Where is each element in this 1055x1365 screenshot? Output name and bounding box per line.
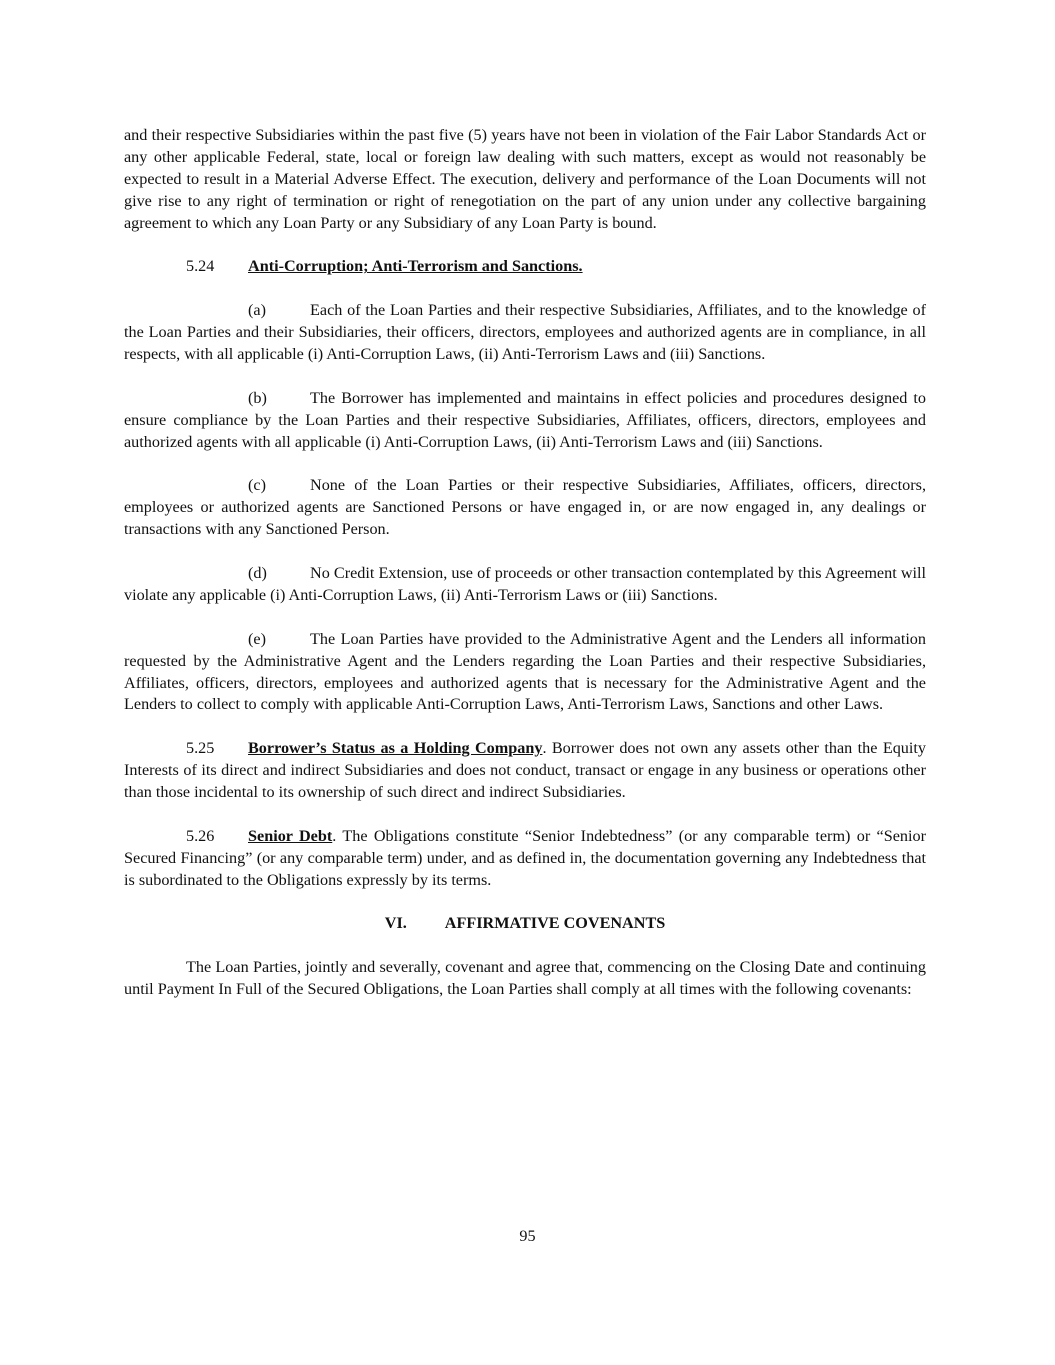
section-number: 5.25 bbox=[186, 739, 215, 758]
clause-label: (c) bbox=[248, 476, 266, 495]
article-title: AFFIRMATIVE COVENANTS bbox=[444, 914, 666, 933]
clause-label: (a) bbox=[248, 301, 266, 320]
clause-label: (e) bbox=[248, 629, 266, 648]
section-5-25 bbox=[124, 738, 926, 804]
clause-text: No Credit Extension, use of proceeds or other transaction contemplated by this Agreement will violate any applicable (i) Anti-Corruption Laws, (ii) Anti-Terrorism Laws or (iii) Sanctions. bbox=[124, 564, 926, 604]
clause-label: (d) bbox=[248, 564, 267, 583]
clause-d bbox=[124, 563, 926, 607]
article-number: VI. bbox=[384, 914, 407, 933]
clause-label: (b) bbox=[248, 388, 267, 407]
section-5-26 bbox=[124, 826, 926, 892]
clause-e bbox=[124, 629, 926, 717]
article-heading bbox=[124, 913, 926, 935]
section-title: Borrower’s Status as a Holding Company bbox=[248, 739, 543, 758]
clause-text: The Loan Parties have provided to the Administrative Agent and the Lenders all information requested by the Administrative Agent and the Lenders regarding the Loan Parties and their respective Subsidiaries, Affiliates, officers, directors, employees and authorized agents that is necessary for the Administrative Agent and the Lenders to collect to comply with applicable Anti-Corruption Laws, Anti-Terrorism Laws, Sanctions and other Laws. bbox=[124, 629, 926, 714]
article-intro-paragraph: The Loan Parties, jointly and severally, covenant and agree that, commencing on the Closing Date and continuing until Payment In Full of the Secured Obligations, the Loan Parties shall comply at all times with the following covenants: bbox=[124, 958, 926, 999]
clause-text: Each of the Loan Parties and their respective Subsidiaries, Affiliates, and to the knowledge of the Loan Parties and their Subsidiaries, their officers, directors, employees and authorized agents are in compliance, in all respects, with all applicable (i) Anti-Corruption Laws, (ii) Anti-Terrorism Laws and (iii) Sanctions. bbox=[124, 301, 926, 364]
section-title: Anti-Corruption; Anti-Terrorism and Sanctions. bbox=[248, 257, 583, 276]
clause-b bbox=[124, 388, 926, 454]
clause-a bbox=[124, 300, 926, 366]
section-number: 5.24 bbox=[186, 257, 215, 276]
page-number: 95 bbox=[519, 1227, 536, 1245]
page-body bbox=[124, 125, 926, 1023]
section-title: Senior Debt bbox=[248, 826, 333, 845]
section-text: . Borrower does not own any assets other than the Equity Interests of its direct and indirect Subsidiaries and does not conduct, transact or engage in any business or operations other than those incidental to its ownership of such direct and indirect Subsidiaries. bbox=[124, 739, 926, 802]
continuation-paragraph: and their respective Subsidiaries within the past five (5) years have not been in violation of the Fair Labor Standards Act or any other applicable Federal, state, local or foreign law dealing with such matters, except as would not reasonably be expected to result in a Material Adverse Effect. The execution, delivery and performance of the Loan Documents will not give rise to any right of termination or right of renegotiation on the part of any union under any collective bargaining agreement to which any Loan Party or any Subsidiary of any Loan Party is bound. bbox=[124, 126, 926, 232]
section-text: . The Obligations constitute “Senior Indebtedness” (or any comparable term) or “Senior Secured Financing” (or any comparable term) under, and as defined in, the documentation governing any Indebtedness that is subordinated to the Obligations expressly by its terms. bbox=[124, 826, 926, 889]
clause-text: None of the Loan Parties or their respective Subsidiaries, Affiliates, officers, directors, employees or authorized agents are Sanctioned Persons or have engaged in, or are now engaged in, any dealings or transactions with any Sanctioned Person. bbox=[124, 476, 926, 539]
section-5-24-heading bbox=[124, 256, 926, 278]
clause-text: The Borrower has implemented and maintains in effect policies and procedures designed to ensure compliance by the Loan Parties and their respective Subsidiaries, Affiliates, officers, directors, employees and authorized agents with all applicable (i) Anti-Corruption Laws, (ii) Anti-Terrorism Laws and (iii) Sanctions. bbox=[124, 388, 926, 451]
section-number: 5.26 bbox=[186, 826, 215, 845]
clause-c bbox=[124, 475, 926, 541]
